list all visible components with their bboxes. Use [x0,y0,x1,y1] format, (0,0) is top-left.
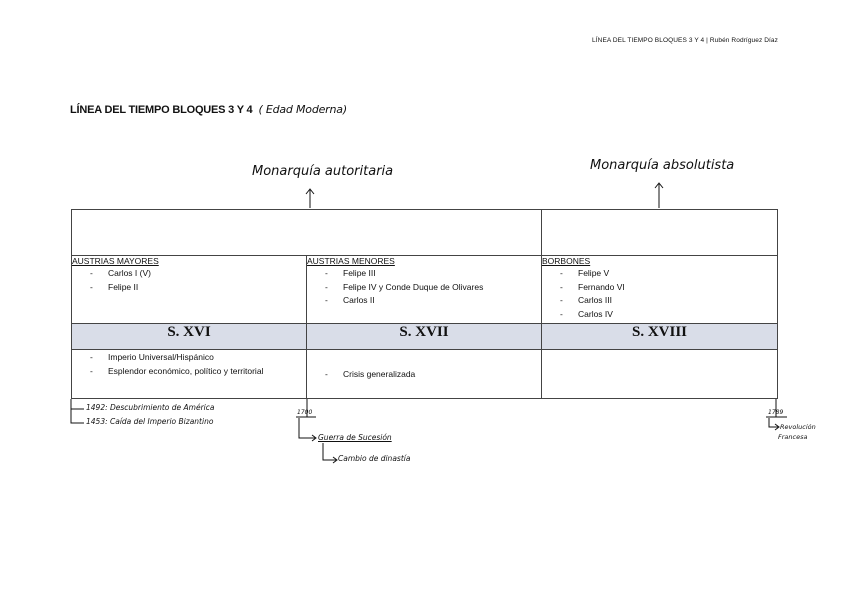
note-1492: 1492: Descubrimiento de América [86,403,215,412]
note-revolucion: Revolución [780,423,816,431]
king-item: - Carlos IV [556,308,777,322]
note-francesa: Francesa [778,433,808,441]
header-note: LÍNEA DEL TIEMPO BLOQUES 3 Y 4 | Rubén Rodríguez Díaz [592,37,778,44]
dynasty-heading: AUSTRIAS MENORES [307,256,395,266]
year-1700: 1700 [297,409,313,416]
century-cell: S. XVII [307,324,542,350]
king-item: - Felipe V [556,267,777,281]
king-item: - Carlos III [556,294,777,308]
dynasty-cell [72,256,307,324]
event-item: - Imperio Universal/Hispánico [86,351,306,365]
king-item: - Felipe II [86,281,306,295]
timeline-row-dynasties [72,256,778,324]
title-note: ( Edad Moderna) [258,103,347,116]
note-cambio-dinastia: Cambio de dinastía [338,454,411,463]
bracket-1453 [71,399,84,423]
empty-cell-austrias [72,210,542,256]
dynasty-heading: BORBONES [542,256,591,266]
century-cell: S. XVIII [542,324,778,350]
empty-cell-borbones [542,210,778,256]
label-monarquia-absolutista: Monarquía absolutista [590,158,735,173]
dynasty-cell [542,256,778,324]
king-item: - Fernando VI [556,281,777,295]
king-item: - Carlos II [321,294,541,308]
dynasty-heading: AUSTRIAS MAYORES [72,256,159,266]
timeline-row-centuries [72,324,778,350]
events-cell [72,350,307,399]
dynasty-cell [307,256,542,324]
note-guerra-sucesion: Guerra de Sucesión [318,433,392,442]
title-text: LÍNEA DEL TIEMPO BLOQUES 3 Y 4 [70,104,253,116]
note-1453: 1453: Caída del Imperio Bizantino [86,417,214,426]
king-item: - Felipe III [321,267,541,281]
year-1789: 1789 [768,409,784,416]
events-cell [542,350,778,399]
timeline-table [71,209,778,399]
king-item: - Carlos I (V) [86,267,306,281]
timeline-row-events [72,350,778,399]
century-cell: S. XVI [72,324,307,350]
timeline-row-empty [72,210,778,256]
king-item: - Felipe IV y Conde Duque de Olivares [321,281,541,295]
label-monarquia-autoritaria: Monarquía autoritaria [252,164,394,179]
event-item: - Esplendor económico, político y territorial [86,365,306,379]
events-cell [307,350,542,399]
event-item: - Crisis generalizada [321,368,541,382]
